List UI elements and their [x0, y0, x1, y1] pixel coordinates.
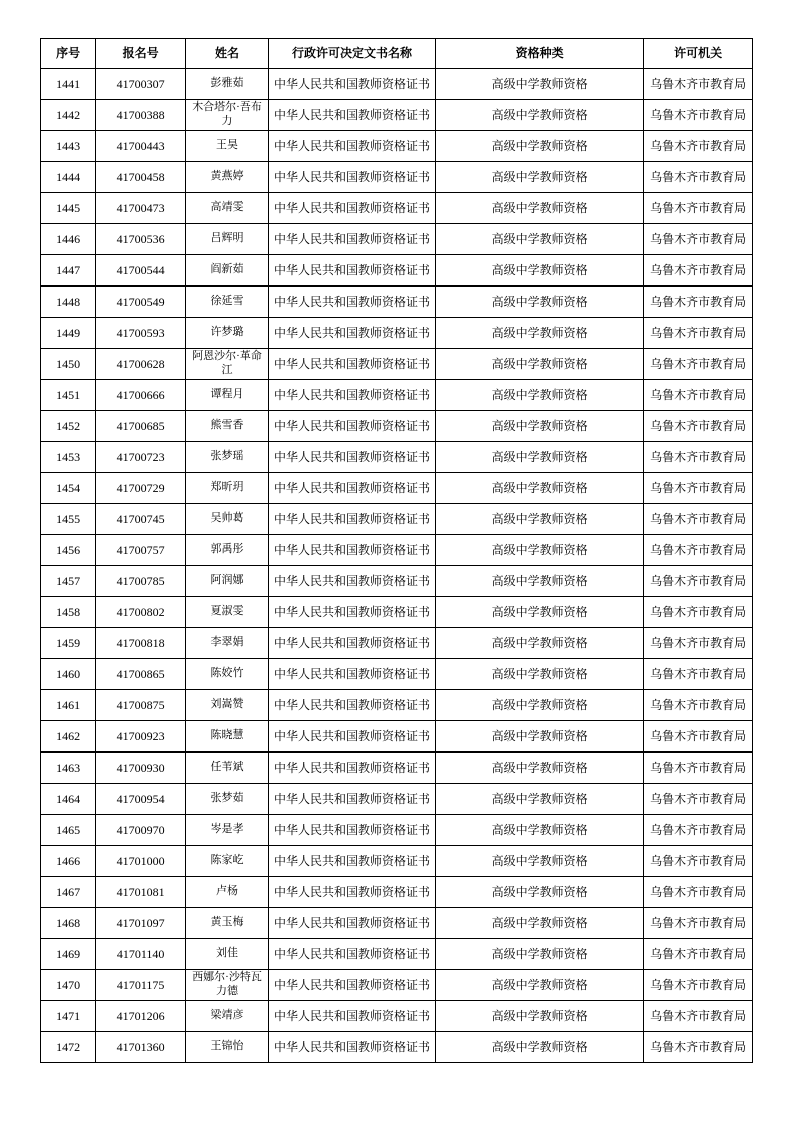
table-row — [41, 659, 753, 690]
cell-registration-no: 41701000 — [96, 846, 186, 877]
cell-registration-no: 41700954 — [96, 784, 186, 815]
cell-name: 陈晓慧 — [185, 721, 268, 753]
cell-document-name: 中华人民共和国教师资格证书 — [269, 255, 436, 287]
cell-document-name: 中华人民共和国教师资格证书 — [269, 380, 436, 411]
header-qualification-type: 资格种类 — [435, 39, 643, 69]
table-row — [41, 1001, 753, 1032]
cell-authority: 乌鲁木齐市教育局 — [644, 1001, 753, 1032]
table-body — [41, 69, 753, 1063]
cell-serial: 1451 — [41, 380, 96, 411]
cell-registration-no: 41700970 — [96, 815, 186, 846]
cell-registration-no: 41700723 — [96, 442, 186, 473]
cell-qualification-type: 高级中学教师资格 — [435, 815, 643, 846]
cell-serial: 1452 — [41, 411, 96, 442]
cell-name: 阿恩沙尔·革命江 — [185, 349, 268, 380]
cell-document-name: 中华人民共和国教师资格证书 — [269, 411, 436, 442]
cell-document-name: 中华人民共和国教师资格证书 — [269, 131, 436, 162]
cell-name: 郑昕玥 — [185, 473, 268, 504]
cell-authority: 乌鲁木齐市教育局 — [644, 752, 753, 784]
cell-name: 夏淑雯 — [185, 597, 268, 628]
cell-registration-no: 41700628 — [96, 349, 186, 380]
cell-qualification-type: 高级中学教师资格 — [435, 318, 643, 349]
cell-authority: 乌鲁木齐市教育局 — [644, 970, 753, 1001]
table-row — [41, 535, 753, 566]
cell-name: 黄玉梅 — [185, 908, 268, 939]
table-row — [41, 628, 753, 659]
cell-registration-no: 41700473 — [96, 193, 186, 224]
cell-authority: 乌鲁木齐市教育局 — [644, 659, 753, 690]
cell-name: 吕辉明 — [185, 224, 268, 255]
cell-document-name: 中华人民共和国教师资格证书 — [269, 193, 436, 224]
cell-name: 岑是孝 — [185, 815, 268, 846]
cell-qualification-type: 高级中学教师资格 — [435, 69, 643, 100]
cell-authority: 乌鲁木齐市教育局 — [644, 224, 753, 255]
table-row — [41, 286, 753, 318]
cell-name: 徐延雪 — [185, 286, 268, 318]
cell-authority: 乌鲁木齐市教育局 — [644, 193, 753, 224]
cell-name: 李翠娟 — [185, 628, 268, 659]
cell-serial: 1443 — [41, 131, 96, 162]
cell-name: 王昊 — [185, 131, 268, 162]
cell-serial: 1471 — [41, 1001, 96, 1032]
header-authority: 许可机关 — [644, 39, 753, 69]
table-row — [41, 846, 753, 877]
cell-document-name: 中华人民共和国教师资格证书 — [269, 721, 436, 753]
cell-document-name: 中华人民共和国教师资格证书 — [269, 473, 436, 504]
cell-registration-no: 41700549 — [96, 286, 186, 318]
cell-authority: 乌鲁木齐市教育局 — [644, 721, 753, 753]
cell-authority: 乌鲁木齐市教育局 — [644, 69, 753, 100]
cell-document-name: 中华人民共和国教师资格证书 — [269, 970, 436, 1001]
cell-document-name: 中华人民共和国教师资格证书 — [269, 349, 436, 380]
table-header — [41, 39, 753, 69]
cell-serial: 1472 — [41, 1032, 96, 1063]
cell-name: 西娜尔·沙特瓦力德 — [185, 970, 268, 1001]
cell-registration-no: 41700923 — [96, 721, 186, 753]
cell-qualification-type: 高级中学教师资格 — [435, 442, 643, 473]
cell-qualification-type: 高级中学教师资格 — [435, 224, 643, 255]
cell-registration-no: 41700745 — [96, 504, 186, 535]
cell-name: 刘佳 — [185, 939, 268, 970]
cell-authority: 乌鲁木齐市教育局 — [644, 815, 753, 846]
cell-registration-no: 41700536 — [96, 224, 186, 255]
cell-qualification-type: 高级中学教师资格 — [435, 473, 643, 504]
table-row — [41, 1032, 753, 1063]
cell-registration-no: 41700802 — [96, 597, 186, 628]
cell-document-name: 中华人民共和国教师资格证书 — [269, 1001, 436, 1032]
cell-serial: 1464 — [41, 784, 96, 815]
cell-qualification-type: 高级中学教师资格 — [435, 939, 643, 970]
cell-authority: 乌鲁木齐市教育局 — [644, 908, 753, 939]
cell-registration-no: 41700443 — [96, 131, 186, 162]
cell-name: 梁靖彦 — [185, 1001, 268, 1032]
cell-serial: 1455 — [41, 504, 96, 535]
cell-qualification-type: 高级中学教师资格 — [435, 162, 643, 193]
cell-serial: 1466 — [41, 846, 96, 877]
cell-document-name: 中华人民共和国教师资格证书 — [269, 1032, 436, 1063]
cell-serial: 1453 — [41, 442, 96, 473]
cell-qualification-type: 高级中学教师资格 — [435, 628, 643, 659]
cell-registration-no: 41700865 — [96, 659, 186, 690]
table-row — [41, 255, 753, 287]
cell-authority: 乌鲁木齐市教育局 — [644, 473, 753, 504]
cell-registration-no: 41700666 — [96, 380, 186, 411]
cell-serial: 1463 — [41, 752, 96, 784]
cell-registration-no: 41700593 — [96, 318, 186, 349]
cell-registration-no: 41700685 — [96, 411, 186, 442]
table-row — [41, 69, 753, 100]
cell-authority: 乌鲁木齐市教育局 — [644, 1032, 753, 1063]
cell-serial: 1448 — [41, 286, 96, 318]
cell-qualification-type: 高级中学教师资格 — [435, 970, 643, 1001]
table-row — [41, 721, 753, 753]
table-header-row — [41, 39, 753, 69]
cell-authority: 乌鲁木齐市教育局 — [644, 690, 753, 721]
cell-name: 熊雪香 — [185, 411, 268, 442]
cell-serial: 1456 — [41, 535, 96, 566]
cell-authority: 乌鲁木齐市教育局 — [644, 411, 753, 442]
cell-authority: 乌鲁木齐市教育局 — [644, 535, 753, 566]
cell-serial: 1462 — [41, 721, 96, 753]
cell-document-name: 中华人民共和国教师资格证书 — [269, 504, 436, 535]
table-row — [41, 162, 753, 193]
cell-authority: 乌鲁木齐市教育局 — [644, 100, 753, 131]
cell-registration-no: 41700818 — [96, 628, 186, 659]
cell-qualification-type: 高级中学教师资格 — [435, 597, 643, 628]
cell-document-name: 中华人民共和国教师资格证书 — [269, 908, 436, 939]
cell-serial: 1458 — [41, 597, 96, 628]
cell-qualification-type: 高级中学教师资格 — [435, 193, 643, 224]
cell-document-name: 中华人民共和国教师资格证书 — [269, 535, 436, 566]
cell-qualification-type: 高级中学教师资格 — [435, 349, 643, 380]
cell-qualification-type: 高级中学教师资格 — [435, 721, 643, 753]
table-row — [41, 939, 753, 970]
cell-authority: 乌鲁木齐市教育局 — [644, 628, 753, 659]
cell-authority: 乌鲁木齐市教育局 — [644, 162, 753, 193]
table-row — [41, 224, 753, 255]
cell-serial: 1450 — [41, 349, 96, 380]
cell-authority: 乌鲁木齐市教育局 — [644, 131, 753, 162]
cell-name: 陈姣竹 — [185, 659, 268, 690]
cell-serial: 1457 — [41, 566, 96, 597]
cell-registration-no: 41701360 — [96, 1032, 186, 1063]
cell-qualification-type: 高级中学教师资格 — [435, 100, 643, 131]
cell-authority: 乌鲁木齐市教育局 — [644, 877, 753, 908]
cell-authority: 乌鲁木齐市教育局 — [644, 255, 753, 287]
cell-name: 木合塔尔·吾布力 — [185, 100, 268, 131]
cell-authority: 乌鲁木齐市教育局 — [644, 380, 753, 411]
license-table — [40, 38, 753, 1063]
table-row — [41, 380, 753, 411]
cell-document-name: 中华人民共和国教师资格证书 — [269, 784, 436, 815]
cell-serial: 1459 — [41, 628, 96, 659]
cell-registration-no: 41700388 — [96, 100, 186, 131]
cell-document-name: 中华人民共和国教师资格证书 — [269, 628, 436, 659]
table-row — [41, 970, 753, 1001]
cell-registration-no: 41700307 — [96, 69, 186, 100]
cell-name: 王锦怡 — [185, 1032, 268, 1063]
cell-qualification-type: 高级中学教师资格 — [435, 411, 643, 442]
table-row — [41, 411, 753, 442]
cell-authority: 乌鲁木齐市教育局 — [644, 566, 753, 597]
cell-name: 许梦璐 — [185, 318, 268, 349]
header-document-name: 行政许可决定文书名称 — [269, 39, 436, 69]
cell-serial: 1467 — [41, 877, 96, 908]
cell-registration-no: 41700930 — [96, 752, 186, 784]
cell-name: 高靖雯 — [185, 193, 268, 224]
cell-qualification-type: 高级中学教师资格 — [435, 908, 643, 939]
cell-serial: 1445 — [41, 193, 96, 224]
cell-document-name: 中华人民共和国教师资格证书 — [269, 659, 436, 690]
cell-document-name: 中华人民共和国教师资格证书 — [269, 690, 436, 721]
cell-authority: 乌鲁木齐市教育局 — [644, 286, 753, 318]
cell-document-name: 中华人民共和国教师资格证书 — [269, 939, 436, 970]
cell-serial: 1449 — [41, 318, 96, 349]
table-row — [41, 908, 753, 939]
cell-name: 陈家屹 — [185, 846, 268, 877]
cell-name: 阎新茹 — [185, 255, 268, 287]
cell-registration-no: 41701081 — [96, 877, 186, 908]
cell-qualification-type: 高级中学教师资格 — [435, 535, 643, 566]
header-serial: 序号 — [41, 39, 96, 69]
table-row — [41, 877, 753, 908]
cell-qualification-type: 高级中学教师资格 — [435, 566, 643, 597]
cell-registration-no: 41700785 — [96, 566, 186, 597]
cell-registration-no: 41700875 — [96, 690, 186, 721]
header-name: 姓名 — [185, 39, 268, 69]
table-row — [41, 690, 753, 721]
cell-qualification-type: 高级中学教师资格 — [435, 504, 643, 535]
cell-name: 任苇斌 — [185, 752, 268, 784]
cell-authority: 乌鲁木齐市教育局 — [644, 784, 753, 815]
header-registration-no: 报名号 — [96, 39, 186, 69]
cell-document-name: 中华人民共和国教师资格证书 — [269, 442, 436, 473]
table-row — [41, 473, 753, 504]
cell-registration-no: 41701206 — [96, 1001, 186, 1032]
cell-serial: 1465 — [41, 815, 96, 846]
cell-authority: 乌鲁木齐市教育局 — [644, 318, 753, 349]
cell-document-name: 中华人民共和国教师资格证书 — [269, 877, 436, 908]
cell-serial: 1461 — [41, 690, 96, 721]
cell-registration-no: 41700544 — [96, 255, 186, 287]
table-row — [41, 566, 753, 597]
table-row — [41, 100, 753, 131]
cell-document-name: 中华人民共和国教师资格证书 — [269, 286, 436, 318]
cell-serial: 1447 — [41, 255, 96, 287]
cell-qualification-type: 高级中学教师资格 — [435, 690, 643, 721]
cell-name: 刘嵩赞 — [185, 690, 268, 721]
table-row — [41, 442, 753, 473]
cell-qualification-type: 高级中学教师资格 — [435, 846, 643, 877]
cell-authority: 乌鲁木齐市教育局 — [644, 846, 753, 877]
table-row — [41, 815, 753, 846]
cell-serial: 1454 — [41, 473, 96, 504]
cell-serial: 1441 — [41, 69, 96, 100]
cell-name: 阿润娜 — [185, 566, 268, 597]
cell-registration-no: 41701175 — [96, 970, 186, 1001]
table-row — [41, 193, 753, 224]
cell-document-name: 中华人民共和国教师资格证书 — [269, 566, 436, 597]
cell-registration-no: 41700729 — [96, 473, 186, 504]
cell-name: 黄燕婷 — [185, 162, 268, 193]
cell-qualification-type: 高级中学教师资格 — [435, 659, 643, 690]
cell-document-name: 中华人民共和国教师资格证书 — [269, 318, 436, 349]
cell-name: 谭程月 — [185, 380, 268, 411]
cell-name: 吴帅葛 — [185, 504, 268, 535]
cell-name: 张梦瑶 — [185, 442, 268, 473]
cell-qualification-type: 高级中学教师资格 — [435, 752, 643, 784]
cell-serial: 1444 — [41, 162, 96, 193]
table-row — [41, 131, 753, 162]
cell-qualification-type: 高级中学教师资格 — [435, 255, 643, 287]
cell-document-name: 中华人民共和国教师资格证书 — [269, 815, 436, 846]
cell-qualification-type: 高级中学教师资格 — [435, 286, 643, 318]
cell-serial: 1446 — [41, 224, 96, 255]
table-row — [41, 318, 753, 349]
cell-registration-no: 41701140 — [96, 939, 186, 970]
cell-authority: 乌鲁木齐市教育局 — [644, 504, 753, 535]
cell-authority: 乌鲁木齐市教育局 — [644, 349, 753, 380]
cell-registration-no: 41700757 — [96, 535, 186, 566]
cell-serial: 1460 — [41, 659, 96, 690]
cell-serial: 1442 — [41, 100, 96, 131]
cell-serial: 1469 — [41, 939, 96, 970]
cell-qualification-type: 高级中学教师资格 — [435, 1032, 643, 1063]
cell-name: 卢杨 — [185, 877, 268, 908]
cell-document-name: 中华人民共和国教师资格证书 — [269, 100, 436, 131]
cell-serial: 1468 — [41, 908, 96, 939]
cell-qualification-type: 高级中学教师资格 — [435, 131, 643, 162]
cell-qualification-type: 高级中学教师资格 — [435, 380, 643, 411]
cell-registration-no: 41700458 — [96, 162, 186, 193]
cell-registration-no: 41701097 — [96, 908, 186, 939]
cell-qualification-type: 高级中学教师资格 — [435, 877, 643, 908]
table-row — [41, 752, 753, 784]
cell-name: 张梦茹 — [185, 784, 268, 815]
cell-qualification-type: 高级中学教师资格 — [435, 1001, 643, 1032]
table-row — [41, 784, 753, 815]
cell-document-name: 中华人民共和国教师资格证书 — [269, 752, 436, 784]
cell-serial: 1470 — [41, 970, 96, 1001]
cell-document-name: 中华人民共和国教师资格证书 — [269, 597, 436, 628]
cell-document-name: 中华人民共和国教师资格证书 — [269, 224, 436, 255]
cell-authority: 乌鲁木齐市教育局 — [644, 939, 753, 970]
table-row — [41, 597, 753, 628]
table-row — [41, 349, 753, 380]
cell-document-name: 中华人民共和国教师资格证书 — [269, 69, 436, 100]
cell-name: 彭雅茹 — [185, 69, 268, 100]
cell-qualification-type: 高级中学教师资格 — [435, 784, 643, 815]
cell-authority: 乌鲁木齐市教育局 — [644, 597, 753, 628]
cell-authority: 乌鲁木齐市教育局 — [644, 442, 753, 473]
cell-name: 郭禹彤 — [185, 535, 268, 566]
cell-document-name: 中华人民共和国教师资格证书 — [269, 162, 436, 193]
cell-document-name: 中华人民共和国教师资格证书 — [269, 846, 436, 877]
table-row — [41, 504, 753, 535]
